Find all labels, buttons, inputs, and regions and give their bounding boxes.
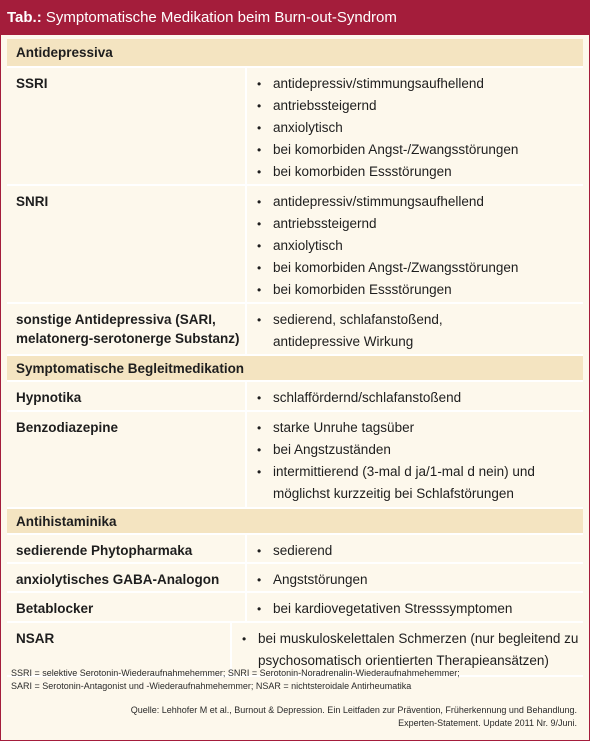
bullet-icon: • <box>257 573 262 587</box>
title-prefix: Tab.: <box>7 9 42 26</box>
row-label: anxiolytisches GABA-Analogon <box>7 564 247 591</box>
row-label: Betablocker <box>7 593 247 621</box>
bullet-icon: • <box>257 465 262 479</box>
bullet-icon: • <box>257 239 262 253</box>
table-row <box>7 412 583 509</box>
table-row <box>7 564 583 593</box>
bullet-icon: • <box>257 261 262 275</box>
list-item: • Angststörungen <box>257 569 583 591</box>
list-item: • bei Angstzuständen <box>257 439 583 461</box>
bullet-icon: • <box>257 391 262 405</box>
section-header-antihistaminika: Antihistaminika <box>7 509 583 535</box>
source-line: Experten-Statement. Update 2011 Nr. 9/Juni. <box>398 718 577 728</box>
list-item: • bei komorbiden Angst-/Zwangsstörungen <box>257 257 583 279</box>
list-item: • intermittierend (3-mal d ja/1-mal d nein) und möglichst kurzzeitig bei Schlafstörungen <box>257 461 583 505</box>
row-label: sedierende Phytopharmaka <box>7 535 247 562</box>
list-item: • antriebssteigernd <box>257 95 583 117</box>
list-item: • bei komorbiden Angst-/Zwangsstörungen <box>257 139 583 161</box>
bullet-icon: • <box>242 632 247 646</box>
row-details <box>247 564 583 591</box>
row-label: SNRI <box>7 186 247 302</box>
list-item: • sedierend <box>257 540 583 562</box>
list-item: • antidepressiv/stimmungsaufhellend <box>257 73 583 95</box>
row-details <box>247 304 583 354</box>
table-row <box>7 304 583 356</box>
row-details <box>247 593 583 621</box>
list-item: • sedierend, schlafanstoßend, antidepressive Wirkung <box>257 309 478 353</box>
list-item: • bei komorbiden Essstörungen <box>257 279 583 301</box>
source-line: Quelle: Lehhofer M et al., Burnout & Depression. Ein Leitfaden zur Prävention, Früherkennung und Behandlung. <box>130 705 577 715</box>
table-row <box>7 382 583 412</box>
bullet-icon: • <box>257 217 262 231</box>
bullet-icon: • <box>257 313 262 327</box>
section-header-begleitmedikation: Symptomatische Begleitmedikation <box>7 356 583 382</box>
bullet-icon: • <box>257 165 262 179</box>
bullet-icon: • <box>257 544 262 558</box>
list-item: • bei komorbiden Essstörungen <box>257 161 583 183</box>
table-row <box>7 535 583 564</box>
bullet-icon: • <box>257 121 262 135</box>
list-item: • antriebssteigernd <box>257 213 583 235</box>
bullet-icon: • <box>257 77 262 91</box>
abbreviation-footnote <box>11 667 460 693</box>
row-label: NSAR <box>7 623 232 675</box>
table-row <box>7 593 583 623</box>
bullet-icon: • <box>257 195 262 209</box>
row-label: Hypnotika <box>7 382 247 410</box>
row-label: sonstige Antidepressiva (SARI, melatonerg-serotonerge Substanz) <box>7 304 247 354</box>
row-details <box>247 412 583 507</box>
footnote-line: SSRI = selektive Serotonin-Wiederaufnahmehemmer; SNRI = Serotonin-Noradrenalin-Wiederaufnahmehemmer; <box>11 668 460 678</box>
section-header-antidepressiva: Antidepressiva <box>7 39 583 68</box>
list-item: • starke Unruhe tagsüber <box>257 417 583 439</box>
footnote-line: SARI = Serotonin-Antagonist und -Wiederaufnahmehemmer; NSAR = nichtsteroidale Antirheumatika <box>11 681 412 691</box>
list-item: • bei kardiovegetativen Stresssymptomen <box>257 598 583 620</box>
list-item: • anxiolytisch <box>257 117 583 139</box>
row-details <box>247 68 583 184</box>
bullet-icon: • <box>257 421 262 435</box>
bullet-icon: • <box>257 283 262 297</box>
title-text: Symptomatische Medikation beim Burn-out-Syndrom <box>41 9 397 26</box>
list-item: • bei muskuloskelettalen Schmerzen (nur begleitend zu psychosomatisch orientierten Therapieansätzen) <box>242 628 583 672</box>
table-row <box>7 186 583 304</box>
list-item: • antidepressiv/stimmungsaufhellend <box>257 191 583 213</box>
bullet-icon: • <box>257 602 262 616</box>
row-label: SSRI <box>7 68 247 184</box>
bullet-icon: • <box>257 99 262 113</box>
row-details <box>247 186 583 302</box>
row-details <box>247 382 583 410</box>
source-citation <box>131 704 577 730</box>
bullet-icon: • <box>257 143 262 157</box>
table-title <box>1 1 589 35</box>
row-details <box>247 535 583 562</box>
table-row <box>7 68 583 186</box>
list-item: • anxiolytisch <box>257 235 583 257</box>
row-label: Benzodiazepine <box>7 412 247 507</box>
bullet-icon: • <box>257 443 262 457</box>
medication-table <box>7 39 583 677</box>
list-item: • schlaffördernd/schlafanstoßend <box>257 387 583 409</box>
